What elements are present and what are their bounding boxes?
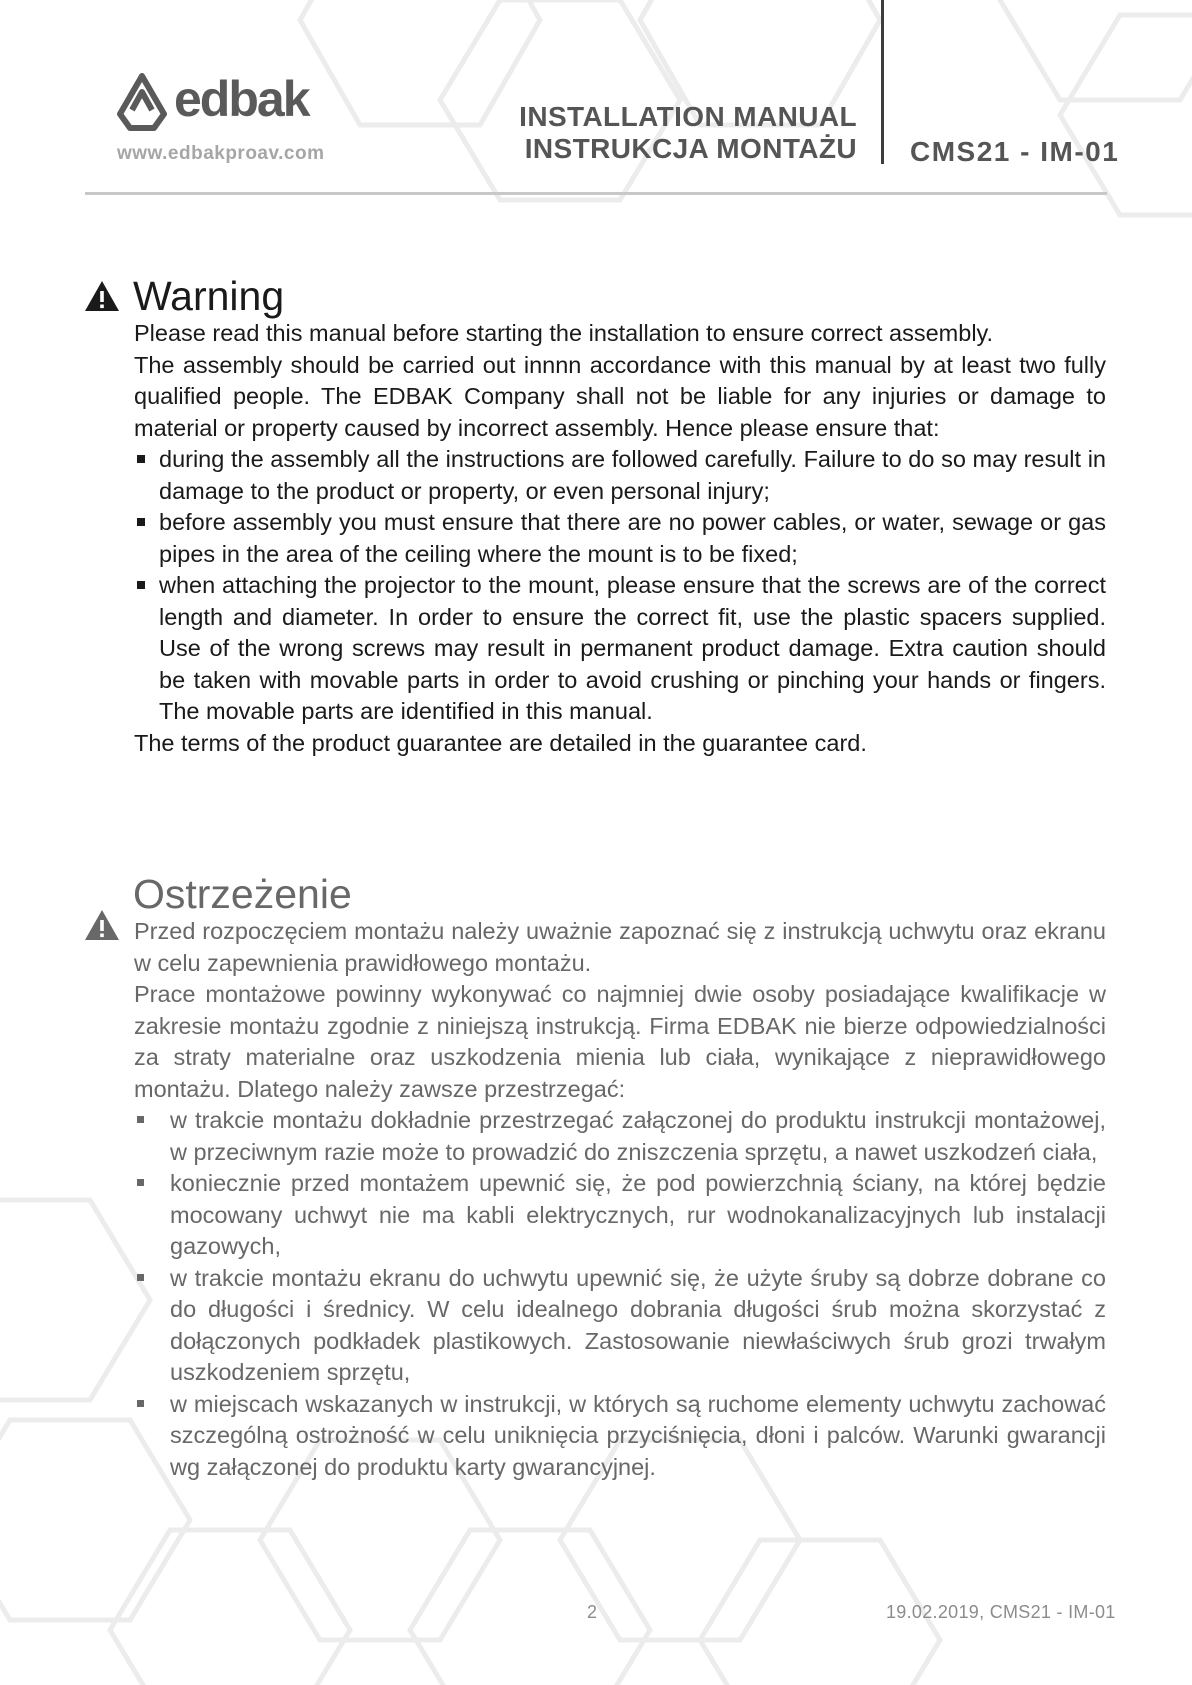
page-number: 2 [587, 1602, 598, 1622]
manual-title-pl: INSTRUKCJA MONTAŻU [524, 133, 857, 164]
warning-title: Warning [133, 273, 285, 319]
warning-body-en [134, 318, 1106, 759]
header-vertical-divider [881, 0, 884, 164]
website-url[interactable]: www.edbakproav.com [117, 143, 325, 164]
warning-triangle-icon [84, 909, 120, 941]
warning-list [134, 444, 1106, 728]
brand-wordmark: edbak [174, 71, 309, 127]
list-item: w trakcie montażu dokładnie przestrzegać załączonej do produktu instrukcji montażowej, w przeciwnym razie może to prowadzić do zniszczenia sprzętu, a nawet uszkodzeń ciała, [134, 1105, 1106, 1168]
manual-title-en: INSTALLATION MANUAL [519, 101, 857, 132]
list-item: before assembly you must ensure that there are no power cables, or water, sewage or gas pipes in the area of the ceiling where the mount is to be fixed; [134, 507, 1106, 570]
warning-intro: Przed rozpoczęciem montażu należy uważnie zapoznać się z instrukcją uchwytu oraz ekranu w celu zapewnienia prawidłowego montażu. [134, 918, 1106, 976]
list-item: w miejscach wskazanych w instrukcji, w których są ruchome elementy uchwytu zachować szczególną ostrożność w celu uniknięcia przyciśnięcia, dłoni i palców. Warunki gwarancji wg załączonej do produktu karty gwarancyjnej. [134, 1389, 1106, 1484]
list-item: w trakcie montażu ekranu do uchwytu upewnić się, że użyte śruby są dobrze dobrane co do długości i średnicy. W celu idealnego dobrania długości śrub można skorzystać z dołączonych podkładek plastikowych. Zastosowanie niewłaściwych śrub grozi trwałym uszkodzeniem sprzętu, [134, 1263, 1106, 1389]
manual-title [500, 101, 857, 165]
list-item: koniecznie przed montażem upewnić się, że pod powierzchnią ściany, na której będzie mocowany uchwyt nie ma kabli elektrycznych, rur wodnokanalizacyjnych lub instalacji gazowych, [134, 1168, 1106, 1263]
warning-intro: The assembly should be carried out innnn accordance with this manual by at least two fully qualified people. The EDBAK Company shall not be liable for any injuries or damage to material or property caused by incorrect assembly. Hence please ensure that: [134, 351, 1106, 441]
list-item: when attaching the projector to the mount, please ensure that the screws are of the correct length and diameter. In order to ensure the correct fit, use the plastic spacers supplied. Use of the wrong screws may result in permanent product damage. Extra caution should be taken with movable parts in order to avoid crushing or pinching your hands or fingers. The movable parts are identified in this manual. [134, 570, 1106, 728]
warning-triangle-icon [84, 280, 120, 312]
warning-intro: Please read this manual before starting the installation to ensure correct assembly. [134, 320, 994, 346]
warning-intro: Prace montażowe powinny wykonywać co najmniej dwie osoby posiadające kwalifikacje w zakresie montażu zgodnie z niniejszą instrukcją. Firma EDBAK nie bierze odpowiedzialności za straty materialne oraz uszkodzenia mienia lub ciała, wynikające z nieprawidłowego montażu. Dlatego należy zawsze przestrzegać: [134, 981, 1106, 1102]
footer-reference: 19.02.2019, CMS21 - IM-01 [886, 1602, 1116, 1622]
warning-list [134, 1105, 1106, 1483]
edbak-logo [116, 70, 348, 134]
header-divider [85, 192, 1107, 195]
edbak-logo-mark-icon [116, 70, 348, 134]
warning-closing: The terms of the product guarantee are detailed in the guarantee card. [134, 729, 867, 756]
warning-title-pl: Ostrzeżenie [133, 871, 352, 917]
warning-body-pl [134, 916, 1106, 1483]
list-item: during the assembly all the instructions are followed carefully. Failure to do so may result in damage to the product or property, or even personal injury; [134, 444, 1106, 507]
document-code: CMS21 - IM-01 [910, 136, 1120, 167]
